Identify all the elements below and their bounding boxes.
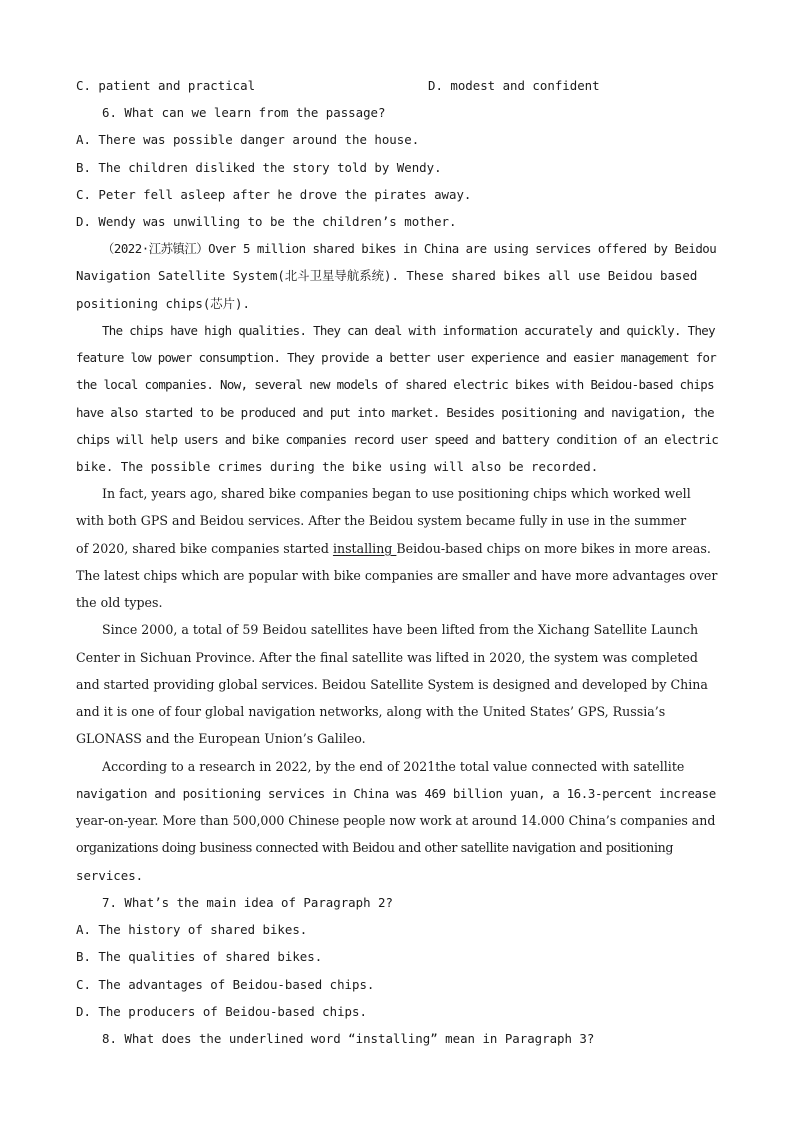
passage-p3-line-3 (76, 541, 711, 557)
passage-p5-line-3: year-on-year. More than 500,000 Chinese people now work at around 14.000 China’s companies and (76, 813, 716, 828)
passage-p3-text-after: Beidou-based chips on more bikes in more areas. (396, 541, 711, 556)
q6-question: 6. What can we learn from the passage? (102, 105, 386, 120)
q8-question: 8. What does the underlined word “installing” mean in Paragraph 3? (102, 1031, 595, 1046)
passage-p4-line-1: Since 2000, a total of 59 Beidou satellites have been lifted from the Xichang Satellite Launch (102, 622, 699, 637)
q7-option-c: C. The advantages of Beidou-based chips. (76, 977, 375, 992)
passage-p2-line-2: feature low power consumption. They provide a better user experience and easier management for (76, 350, 717, 365)
passage-p2-line-3: the local companies. Now, several new models of shared electric bikes with Beidou-based chips (76, 377, 714, 392)
q7-option-a: A. The history of shared bikes. (76, 922, 308, 937)
passage-p3-line-5: the old types. (76, 595, 163, 610)
passage-p1-line-3: positioning chips(芯片). (76, 296, 250, 311)
passage-p2-line-1: The chips have high qualities. They can deal with information accurately and quickly. They (102, 323, 715, 338)
passage-p5-line-5: services. (76, 868, 144, 883)
q7-option-d: D. The producers of Beidou-based chips. (76, 1004, 367, 1019)
passage-p4-line-2: Center in Sichuan Province. After the final satellite was lifted in 2020, the system was completed (76, 650, 698, 665)
passage-p4-line-4: and it is one of four global navigation networks, along with the United States’ GPS, Russia’s (76, 704, 666, 719)
passage-p3-line-1: In fact, years ago, shared bike companies began to use positioning chips which worked well (102, 486, 691, 501)
q6-option-d: D. Wendy was unwilling to be the children’s mother. (76, 214, 457, 229)
passage-p1-line-1: （2022·江苏镇江）Over 5 million shared bikes in China are using services offered by Beidou (102, 241, 717, 256)
passage-p2-line-5: chips will help users and bike companies record user speed and battery condition of an electric (76, 432, 719, 447)
q5-option-d: D. modest and confident (428, 78, 600, 93)
passage-p3-text-before: of 2020, shared bike companies started (76, 541, 333, 556)
q6-option-c: C. Peter fell asleep after he drove the pirates away. (76, 187, 472, 202)
passage-p4-line-5: GLONASS and the European Union’s Galileo. (76, 731, 366, 746)
q7-question: 7. What’s the main idea of Paragraph 2? (102, 895, 393, 910)
q7-option-b: B. The qualities of shared bikes. (76, 949, 323, 964)
passage-p1-line-2: Navigation Satellite System(北斗卫星导航系统). These shared bikes all use Beidou based (76, 268, 698, 283)
passage-p2-line-6: bike. The possible crimes during the bike using will also be recorded. (76, 459, 599, 474)
passage-p4-line-3: and started providing global services. Beidou Satellite System is designed and developed by China (76, 677, 708, 692)
passage-p3-line-4: The latest chips which are popular with bike companies are smaller and have more advantages over (76, 568, 718, 583)
q6-option-a: A. There was possible danger around the house. (76, 132, 420, 147)
passage-p3-line-2: with both GPS and Beidou services. After the Beidou system became fully in use in the summer (76, 513, 687, 528)
q6-option-b: B. The children disliked the story told by Wendy. (76, 160, 442, 175)
passage-p5-line-1: According to a research in 2022, by the end of 2021the total value connected with satellite (102, 759, 685, 774)
passage-p5-line-2: navigation and positioning services in China was 469 billion yuan, a 16.3-percent increase (76, 786, 716, 801)
passage-p5-line-4: organizations doing business connected with Beidou and other satellite navigation and positioning (76, 840, 674, 855)
q5-option-c: C. patient and practical (76, 78, 256, 93)
passage-p2-line-4: have also started to be produced and put into market. Besides positioning and navigation, the (76, 405, 714, 420)
underlined-word-installing: installing (332, 541, 397, 556)
q5-option-row (76, 78, 600, 94)
